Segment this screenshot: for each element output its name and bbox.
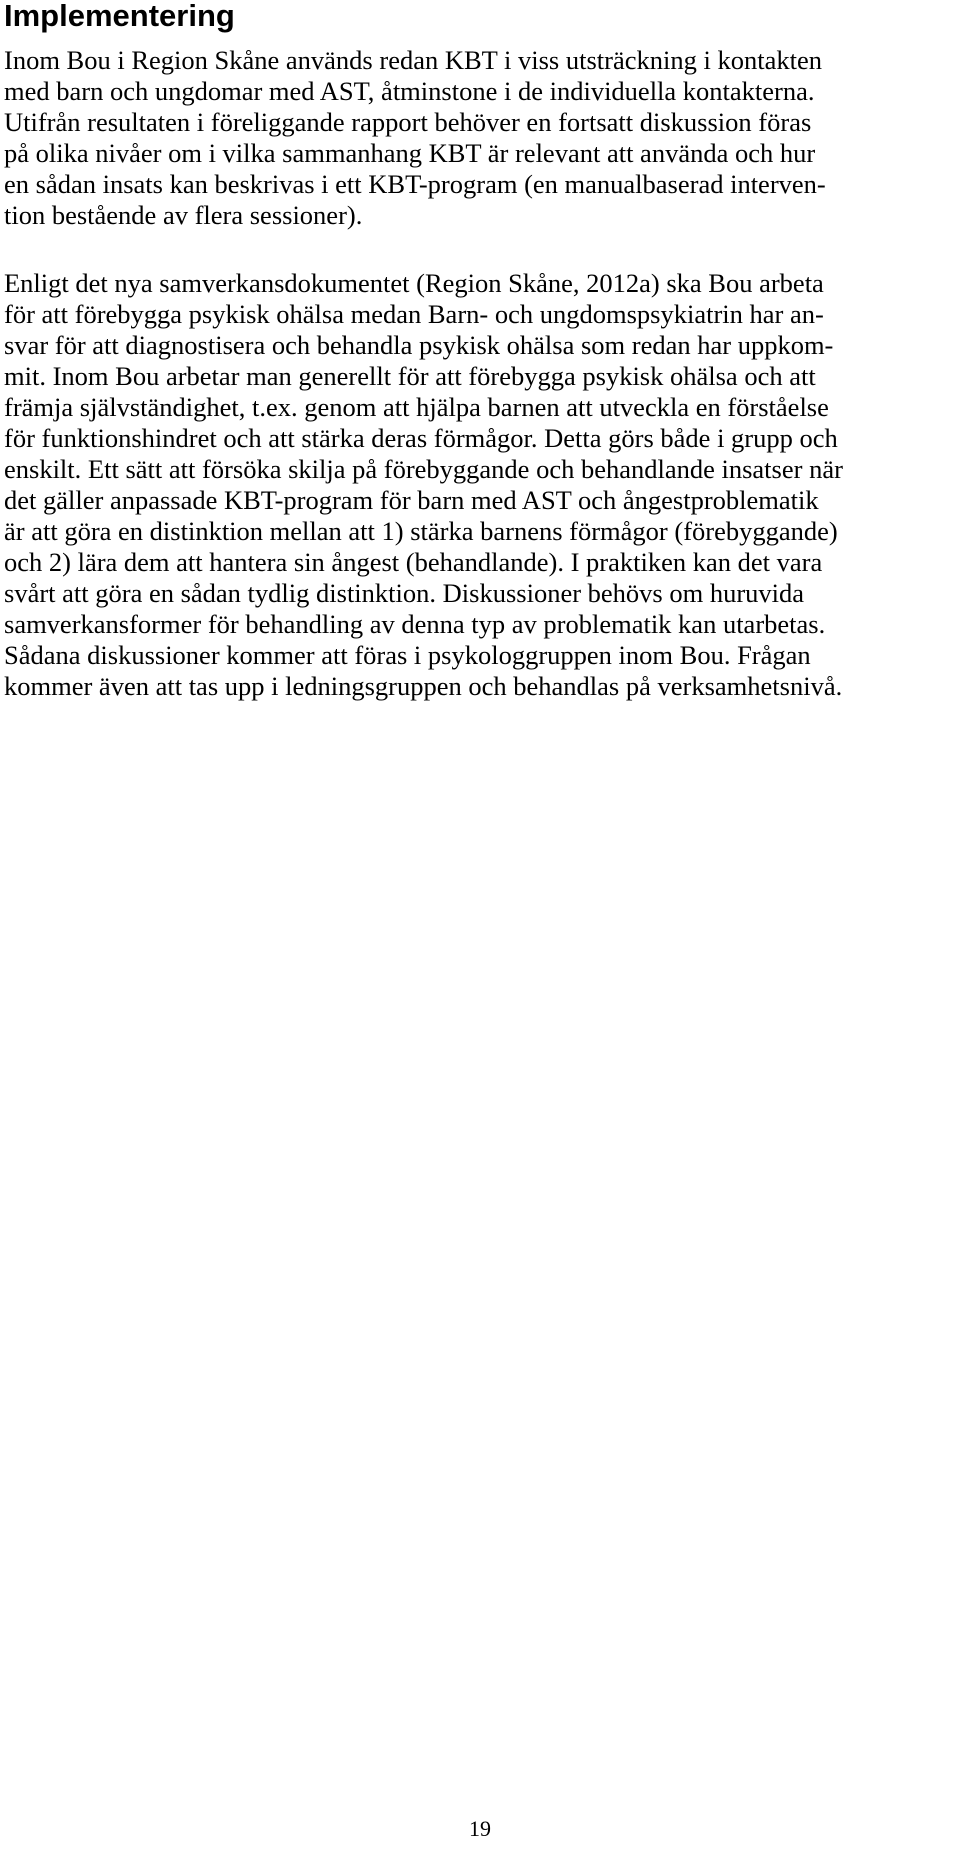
paragraph-line: en sådan insats kan beskrivas i ett KBT-program (en manualbaserad interven- — [4, 169, 826, 199]
paragraph-line: samverkansformer för behandling av denna typ av problematik kan utarbetas. — [4, 609, 826, 639]
paragraph-line: med barn och ungdomar med AST, åtminstone i de individuella kontakterna. — [4, 76, 815, 106]
paragraph-line: Enligt det nya samverkansdokumentet (Region Skåne, 2012a) ska Bou arbeta — [4, 268, 824, 298]
paragraph-line: det gäller anpassade KBT-program för barn med AST och ångestproblematik — [4, 485, 819, 515]
paragraph-line: och 2) lära dem att hantera sin ångest (behandlande). I praktiken kan det vara — [4, 547, 823, 577]
paragraph-line: svar för att diagnostisera och behandla psykisk ohälsa som redan har uppkom- — [4, 330, 834, 360]
paragraph-line: enskilt. Ett sätt att försöka skilja på förebyggande och behandlande insatser när — [4, 454, 843, 484]
paragraph-line: Inom Bou i Region Skåne används redan KBT i viss utsträckning i kontakten — [4, 45, 822, 75]
paragraph-line: kommer även att tas upp i ledningsgruppen och behandlas på verksamhetsnivå. — [4, 671, 843, 701]
paragraph-line: svårt att göra en sådan tydlig distinktion. Diskussioner behövs om huruvida — [4, 578, 805, 608]
paragraph-line: för att förebygga psykisk ohälsa medan Barn- och ungdomspsykiatrin har an- — [4, 299, 824, 329]
paragraph-line: främja självständighet, t.ex. genom att hjälpa barnen att utveckla en förståelse — [4, 392, 829, 422]
paragraph-line: mit. Inom Bou arbetar man generellt för att förebygga psykisk ohälsa och att — [4, 361, 816, 391]
paragraph-line: tion bestående av flera sessioner). — [4, 200, 363, 230]
paragraph-line: för funktionshindret och att stärka deras förmågor. Detta görs både i grupp och — [4, 423, 838, 453]
paragraph-line: Sådana diskussioner kommer att föras i psykologgruppen inom Bou. Frågan — [4, 640, 811, 670]
section-heading: Implementering — [4, 0, 235, 33]
page-number: 19 — [469, 1816, 491, 1841]
paragraph-line: Utifrån resultaten i föreliggande rapport behöver en fortsatt diskussion föras — [4, 107, 812, 137]
paragraph-line: på olika nivåer om i vilka sammanhang KBT är relevant att använda och hur — [4, 138, 816, 168]
paragraph-line: är att göra en distinktion mellan att 1) stärka barnens förmågor (förebyggande) — [4, 516, 838, 546]
